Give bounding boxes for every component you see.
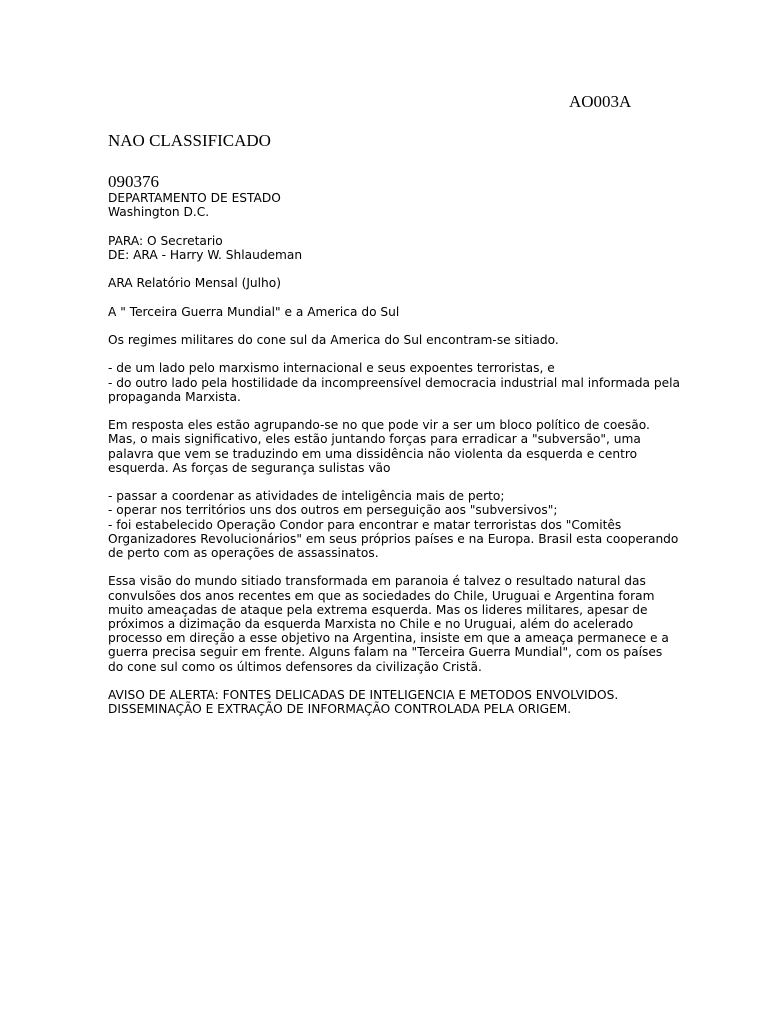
paragraph-line: propaganda Marxista.: [108, 389, 241, 404]
paragraph-line: Os regimes militares do cone sul da America do Sul encontram-se sitiado.: [108, 332, 559, 347]
paragraph-line: - do outro lado pela hostilidade da incompreensível democracia industrial mal informada pela: [108, 375, 680, 390]
paragraph-line: convulsões dos anos recentes em que as sociedades do Chile, Uruguai e Argentina foram: [108, 588, 655, 603]
paragraph-line: muito ameaçadas de ataque pela extrema esquerda. Mas os lideres militares, apesar de: [108, 602, 648, 617]
document-number: 090376: [108, 172, 159, 191]
paragraph-line: processo em direção a esse objetivo na Argentina, insiste em que a ameaça permanece e a: [108, 631, 669, 646]
paragraph-line: de perto com as operações de assassinatos.: [108, 545, 379, 560]
document-id: AO003A: [569, 92, 632, 111]
paragraph-line: - foi estabelecido Operação Condor para encontrar e matar terroristas dos "Comitês: [108, 517, 622, 532]
classification-heading: NAO CLASSIFICADO: [108, 131, 271, 150]
paragraph-2: [108, 361, 680, 404]
paragraph-line: Organizadores Revolucionários" em seus próprios países e na Europa. Brasil esta cooperando: [108, 531, 679, 546]
paragraph-line: - de um lado pelo marxismo internacional e seus expoentes terroristas, e: [108, 361, 555, 376]
warning-line: AVISO DE ALERTA: FONTES DELICADAS DE INTELIGENCIA E METODOS ENVOLVIDOS.: [108, 687, 619, 702]
paragraph-line: - operar nos territórios uns dos outros em perseguição aos "subversivos";: [108, 503, 558, 518]
paragraph-1: [108, 333, 663, 347]
from-line: DE: ARA - Harry W. Shlaudeman: [108, 247, 303, 262]
subject-line: A " Terceira Guerra Mundial" e a America do Sul: [108, 304, 400, 319]
paragraph-line: guerra precisa seguir em frente. Alguns falam na "Terceira Guerra Mundial", com os países: [108, 645, 663, 660]
paragraph-line: do cone sul como os últimos defensores da civilização Cristã.: [108, 659, 482, 674]
paragraph-5: [108, 574, 669, 674]
paragraph-line: próximos a dizimação da esquerda Marxista no Chile e no Uruguai, além do acelerado: [108, 616, 634, 631]
warning-notice: [108, 688, 663, 716]
department-line: DEPARTAMENTO DE ESTADO: [108, 191, 281, 205]
report-title: ARA Relatório Mensal (Julho): [108, 276, 281, 291]
location-line: Washington D.C.: [108, 205, 210, 220]
paragraph-line: palavra que vem se traduzindo em uma dissidência não violenta da esquerda e centro: [108, 446, 638, 461]
paragraph-line: - passar a coordenar as atividades de inteligência mais de perto;: [108, 489, 505, 504]
paragraph-line: Essa visão do mundo sitiado transformada em paranoia é talvez o resultado natural das: [108, 574, 646, 589]
paragraph-4: [108, 489, 679, 560]
paragraph-line: Em resposta eles estão agrupando-se no que pode vir a ser um bloco político de coesão.: [108, 418, 650, 433]
warning-line: DISSEMINAÇÃO E EXTRAÇÃO DE INFORMAÇÃO CONTROLADA PELA ORIGEM.: [108, 702, 572, 717]
document-body: [108, 191, 680, 717]
paragraph-line: esquerda. As forças de segurança sulistas vão: [108, 460, 391, 475]
to-line: PARA: O Secretario: [108, 233, 223, 248]
paragraph-3: [108, 418, 663, 475]
paragraph-line: Mas, o mais significativo, eles estão juntando forças para erradicar a "subversão", uma: [108, 432, 641, 447]
